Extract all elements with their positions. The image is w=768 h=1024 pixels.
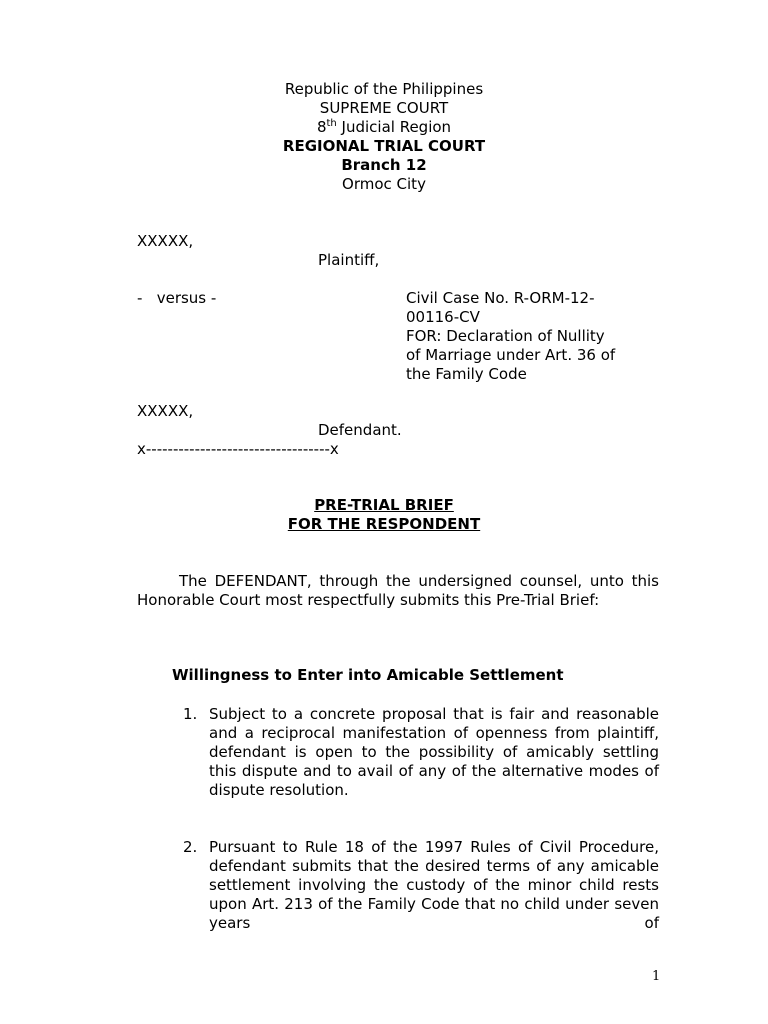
case-nature-line1: FOR: Declaration of Nullity	[406, 327, 605, 345]
header-supreme-court: SUPREME COURT	[319, 99, 449, 117]
header-republic: Republic of the Philippines	[284, 80, 484, 98]
header-branch: Branch 12	[341, 156, 427, 174]
case-number-cont: 00116-CV	[406, 308, 480, 326]
title-line1: PRE-TRIAL BRIEF	[314, 496, 454, 514]
header-city: Ormoc City	[342, 175, 426, 193]
list-item-number: 1.	[183, 705, 198, 723]
plaintiff-label: Plaintiff,	[318, 251, 380, 269]
defendant-label: Defendant.	[318, 421, 402, 439]
caption-separator: x----------------------------------x	[137, 440, 339, 458]
title-line2: FOR THE RESPONDENT	[287, 515, 481, 533]
list-item-text: Pursuant to Rule 18 of the 1997 Rules of Civil Procedure, defendant submits that the desired terms of any amicable settlement involving the custody of the minor child rests upon Art. 213 of the Family Code that no child under seven years of	[209, 838, 659, 932]
case-nature-line2: of Marriage under Art. 36 of	[406, 346, 616, 364]
intro-paragraph: The DEFENDANT, through the undersigned counsel, unto this Honorable Court most respectfully submits this Pre-Trial Brief:	[137, 572, 659, 609]
case-number-line: Civil Case No. R-ORM-12-	[406, 289, 595, 307]
list-item-text: Subject to a concrete proposal that is fair and reasonable and a reciprocal manifestation of openness from plaintiff, defendant is open to the possibility of amicably settling this dispute and to avail of any of the alternative modes of dispute resolution.	[209, 705, 659, 799]
document-title	[0, 496, 768, 534]
page-number: 1	[652, 969, 661, 984]
case-number-block	[406, 289, 615, 384]
header-rtc: REGIONAL TRIAL COURT	[282, 137, 486, 155]
court-header	[0, 80, 768, 194]
list-item-number: 2.	[183, 838, 198, 856]
header-judicial-region: 8th Judicial Region	[316, 118, 452, 136]
section-heading: Willingness to Enter into Amicable Settlement	[172, 666, 564, 684]
versus-label: - versus -	[137, 289, 217, 307]
plaintiff-name: XXXXX,	[137, 232, 194, 250]
case-nature-line3: the Family Code	[406, 365, 527, 383]
defendant-name: XXXXX,	[137, 402, 194, 420]
